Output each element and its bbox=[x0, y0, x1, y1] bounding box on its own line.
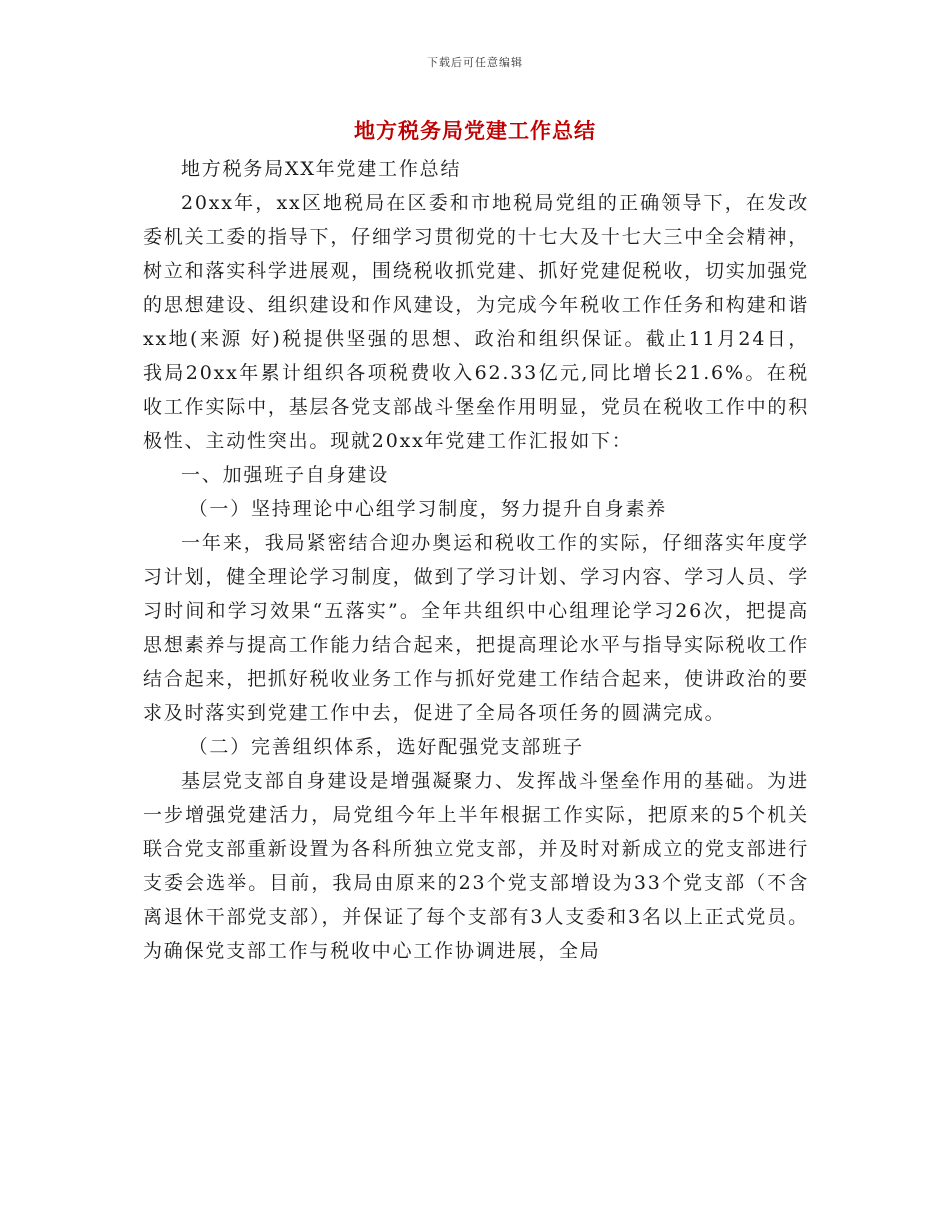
subsection-heading: （二）完善组织体系，选好配强党支部班子 bbox=[188, 736, 584, 758]
paragraph-body: 一年来，我局紧密结合迎办奥运和税收工作的实际，仔细落实年度学习计划，健全理论学习制度，做到了学习计划、学习内容、学习人员、学习时间和学习效果“五落实”。全年共组织中心组理论学习26次，把提高思想素养与提高工作能力结合起来，把提高理论水平与指导实际税收工作结合起来，把抓好税收业务工作与抓好党建工作结合起来，使讲政治的要求及时落实到党建工作中去，促进了全局各项任务的圆满完成。 bbox=[143, 532, 809, 724]
paragraph-intro: 20xx年，xx区地税局在区委和市地税局党组的正确领导下，在发改委机关工委的指导下，仔细学习贯彻党的十七大及十七大三中全会精神，树立和落实科学进展观，围绕税收抓党建、抓好党建促税收，切实加强党的思想建设、组织建设和作风建设，为完成今年税收工作任务和构建和谐xx地(来源 好)税提供坚强的思想、政治和组织保证。截止11月24日，我局20xx年累计组织各项税费收入62.33亿元,同比增长21.6%。在税收工作实际中，基层各党支部战斗堡垒作用明显，党员在税收工作中的积极性、主动性突出。现就20xx年党建工作汇报如下： bbox=[143, 192, 809, 452]
document-title: 地方税务局党建工作总结 bbox=[354, 118, 596, 143]
paragraph-subtitle: 地方税务局XX年党建工作总结 bbox=[181, 158, 462, 180]
header-note: 下载后可任意编辑 bbox=[427, 56, 523, 69]
document-body bbox=[143, 152, 809, 968]
subsection-heading: （一）坚持理论中心组学习制度，努力提升自身素养 bbox=[188, 498, 667, 520]
section-heading: 一、加强班子自身建设 bbox=[181, 464, 390, 486]
paragraph-body: 基层党支部自身建设是增强凝聚力、发挥战斗堡垒作用的基础。为进一步增强党建活力，局党组今年上半年根据工作实际，把原来的5个机关联合党支部重新设置为各科所独立党支部，并及时对新成立的党支部进行支委会选举。目前，我局由原来的23个党支部增设为33个党支部（不含离退休干部党支部），并保证了每个支部有3人支委和3名以上正式党员。为确保党支部工作与税收中心工作协调进展，全局 bbox=[143, 770, 809, 962]
